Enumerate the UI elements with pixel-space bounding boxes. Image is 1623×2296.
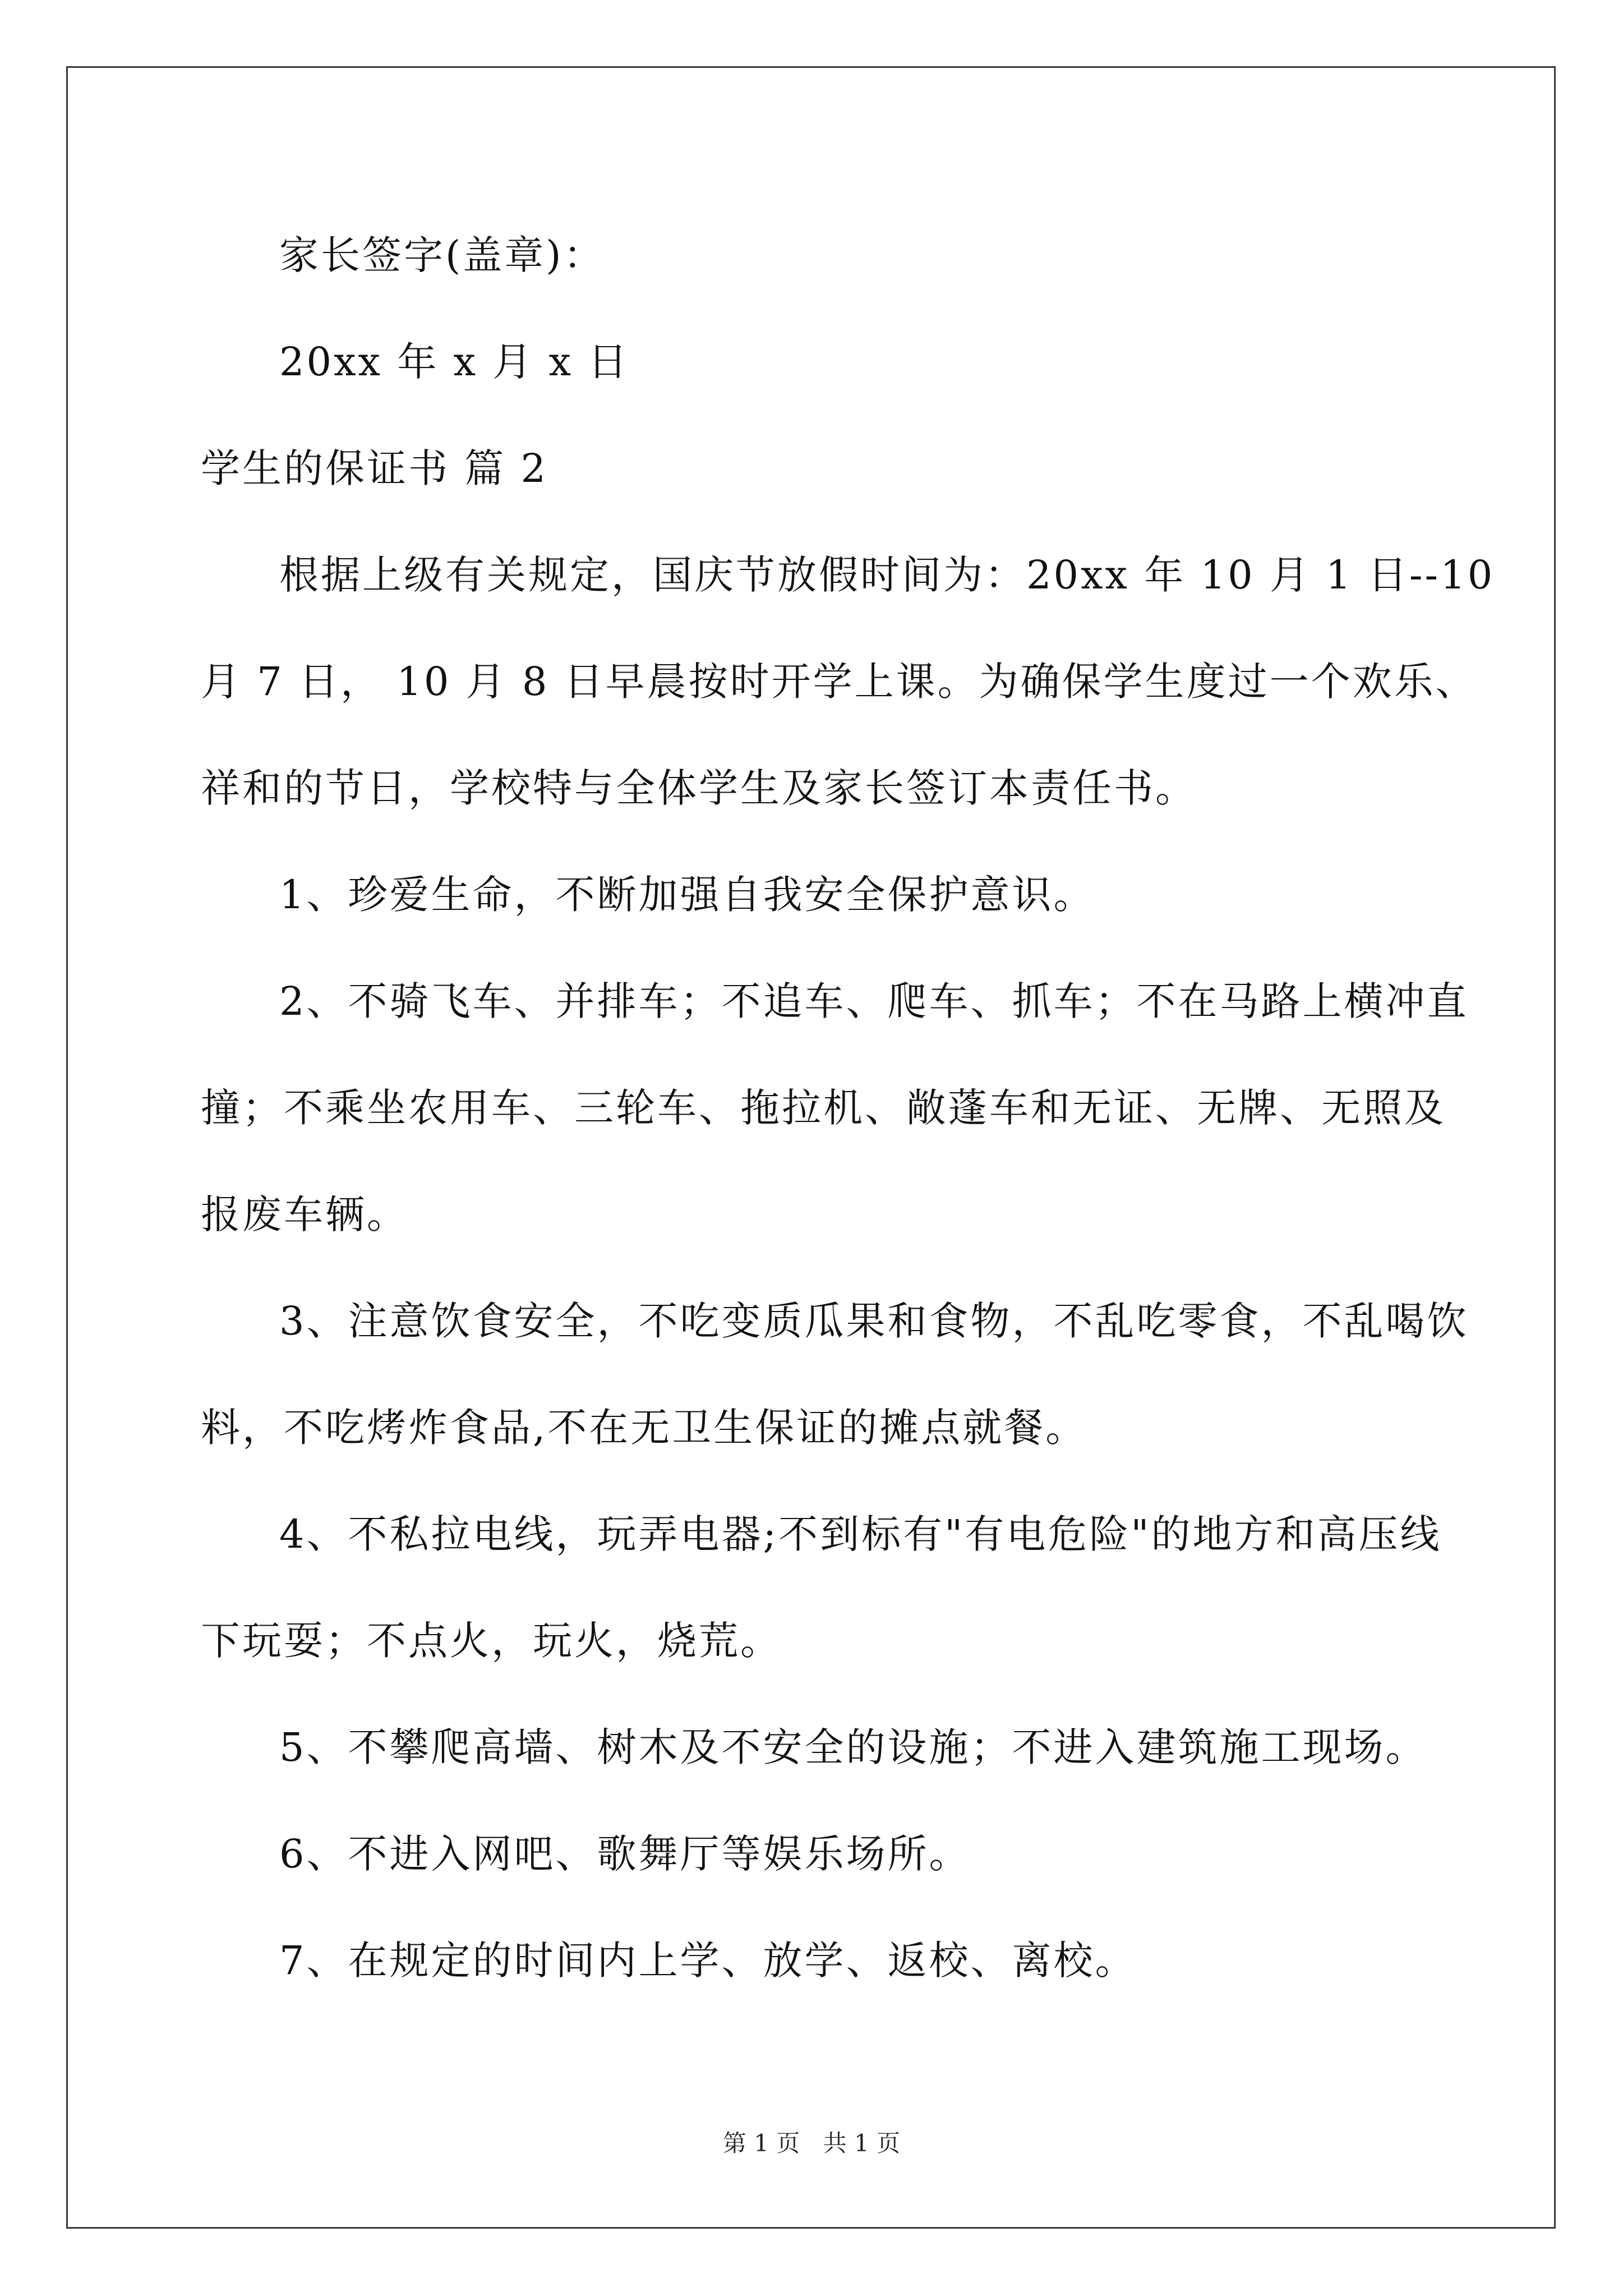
page-footer bbox=[0, 2129, 1623, 2157]
item-7-line-1: 7、在规定的时间内上学、放学、返校、离校。 bbox=[279, 1938, 1137, 1984]
section-title: 学生的保证书 篇 2 bbox=[201, 445, 548, 491]
item-2-line-1: 2、不骑飞车、并排车；不追车、爬车、抓车；不在马路上横冲直 bbox=[279, 978, 1469, 1024]
page-border bbox=[66, 66, 1556, 2229]
intro-line-3: 祥和的节日，学校特与全体学生及家长签订本责任书。 bbox=[201, 765, 1197, 811]
date-line: 20xx 年 x 月 x 日 bbox=[279, 339, 630, 385]
intro-line-2: 月 7 日， 10 月 8 日早晨按时开学上课。为确保学生度过一个欢乐、 bbox=[201, 659, 1477, 705]
item-4-line-2: 下玩耍；不点火，玩火，烧荒。 bbox=[201, 1618, 782, 1664]
item-4-line-1: 4、不私拉电线，玩弄电器;不到标有"有电危险"的地方和高压线 bbox=[279, 1511, 1442, 1557]
item-3-line-2: 料，不吃烤炸食品,不在无卫生保证的摊点就餐。 bbox=[201, 1405, 1087, 1451]
page-current: 第 1 页 bbox=[722, 2129, 800, 2157]
item-3-line-1: 3、注意饮食安全，不吃变质瓜果和食物，不乱吃零食，不乱喝饮 bbox=[279, 1298, 1469, 1344]
signature-line: 家长签字(盖章)： bbox=[279, 232, 605, 278]
page-total: 共 1 页 bbox=[823, 2129, 901, 2157]
intro-line-1: 根据上级有关规定，国庆节放假时间为：20xx 年 10 月 1 日--10 bbox=[279, 552, 1495, 598]
item-2-line-2: 撞；不乘坐农用车、三轮车、拖拉机、敞蓬车和无证、无牌、无照及 bbox=[201, 1085, 1446, 1131]
item-5-line-1: 5、不攀爬高墙、树木及不安全的设施；不进入建筑施工现场。 bbox=[279, 1724, 1427, 1770]
item-1-line-1: 1、珍爱生命，不断加强自我安全保护意识。 bbox=[279, 872, 1095, 918]
item-2-line-3: 报废车辆。 bbox=[201, 1191, 408, 1237]
item-6-line-1: 6、不进入网吧、歌舞厅等娱乐场所。 bbox=[279, 1831, 971, 1877]
